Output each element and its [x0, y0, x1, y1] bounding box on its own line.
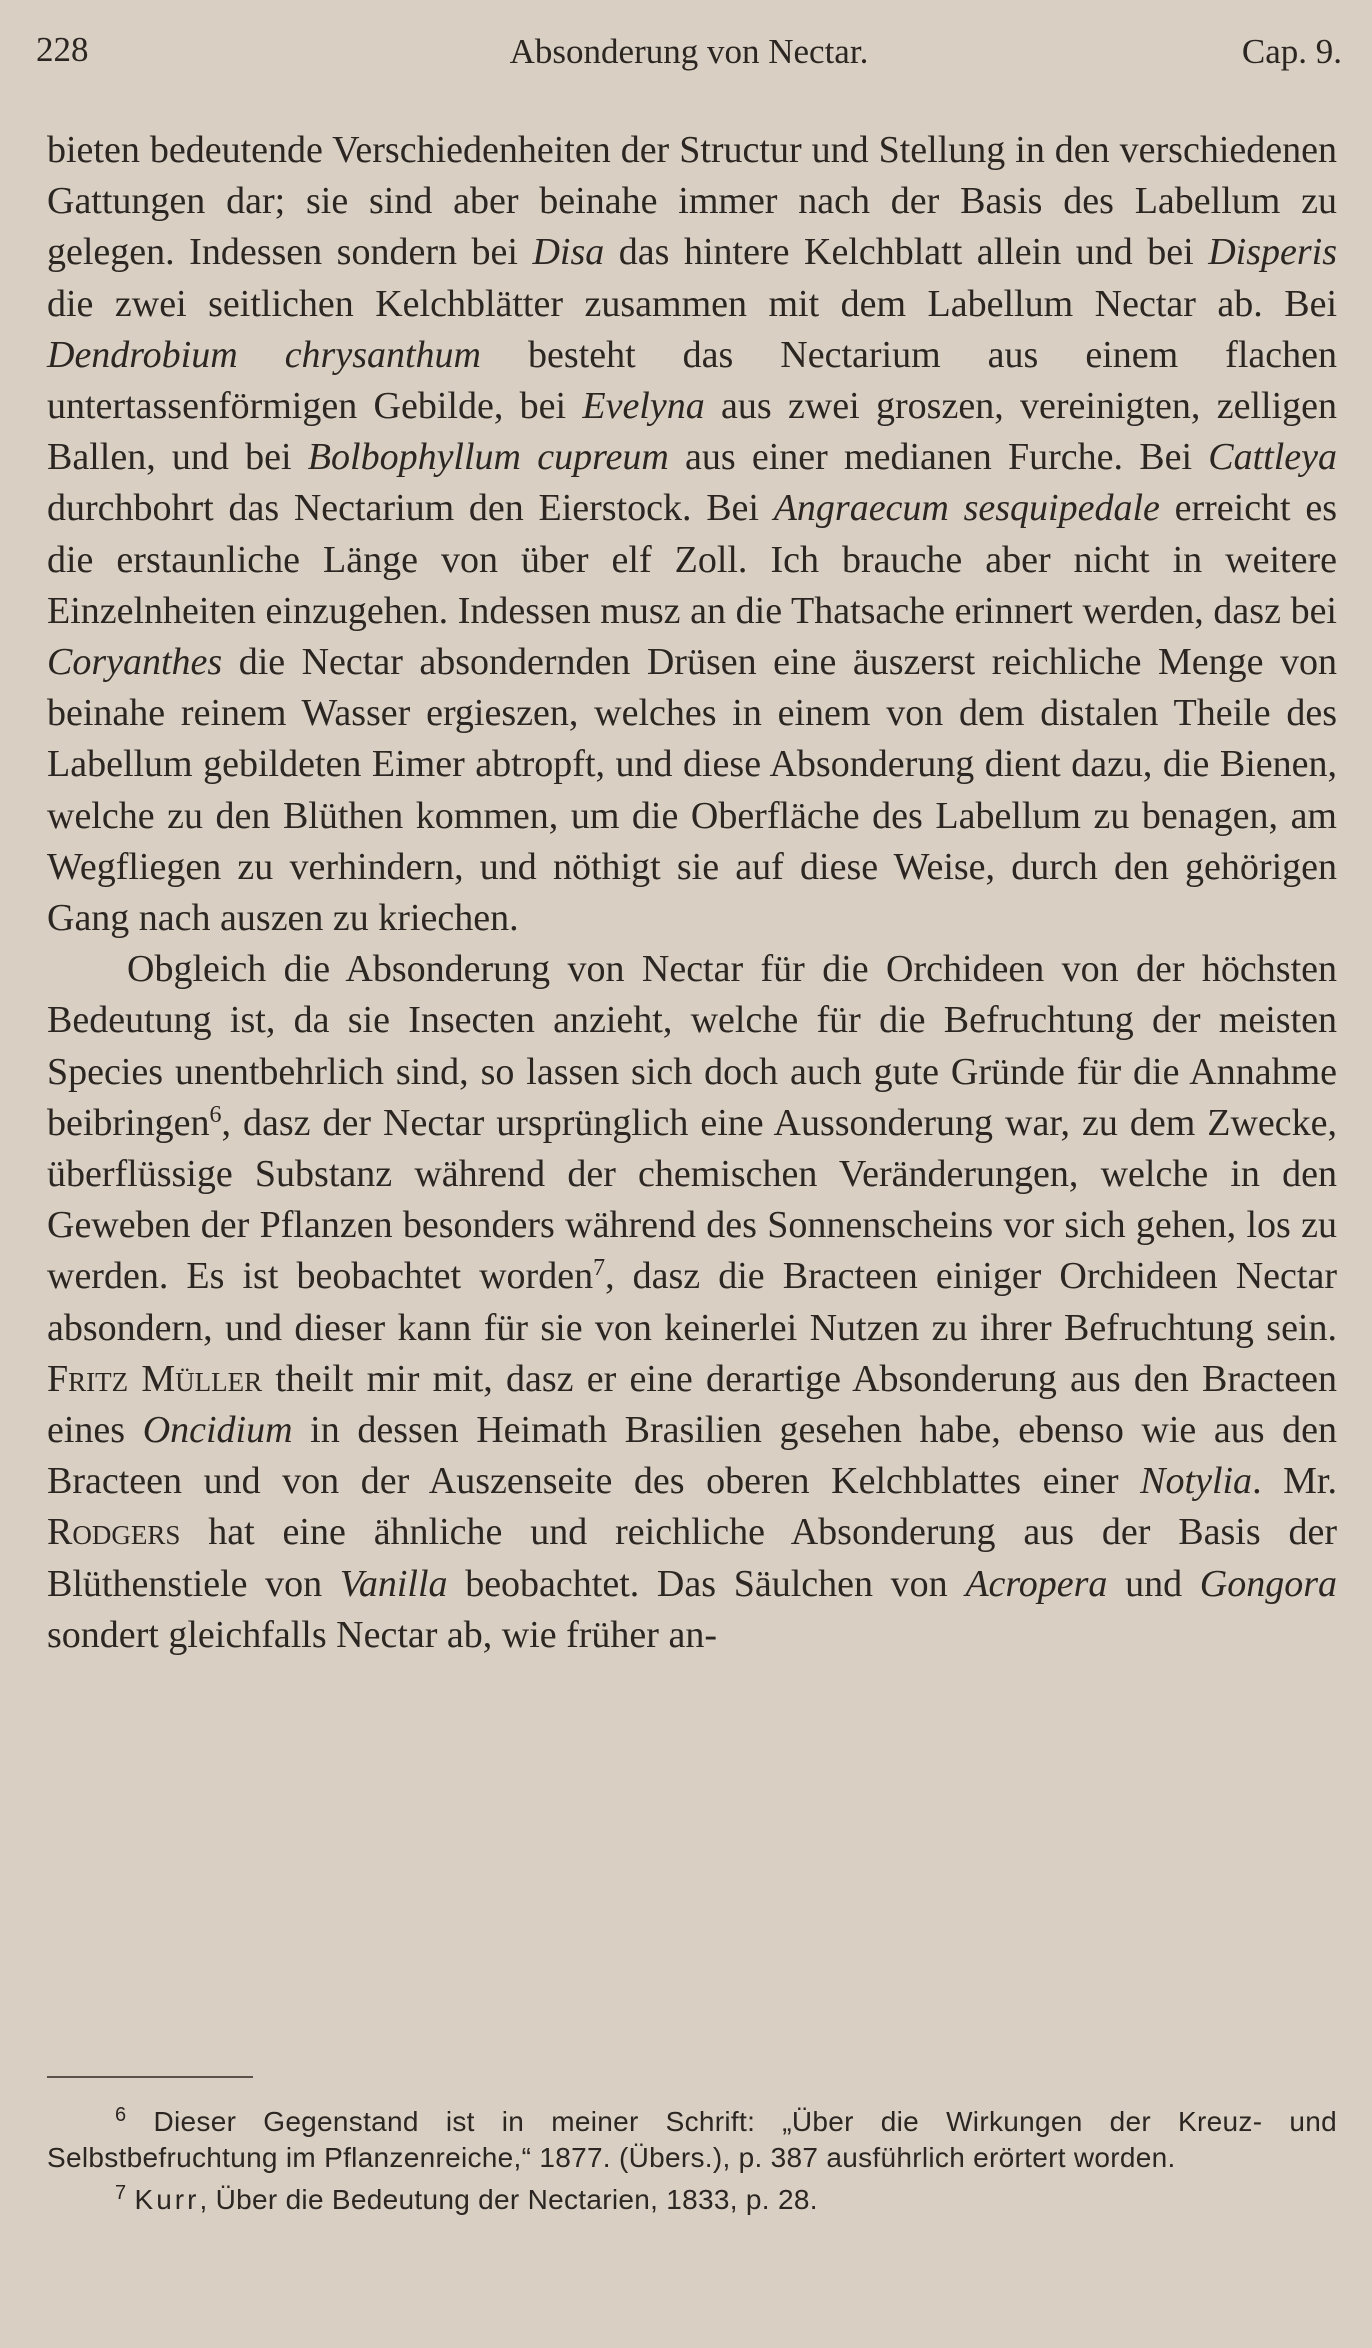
- genus-name: Acropera: [965, 1562, 1108, 1605]
- text-run: die Nectar absondernden Drüsen eine äuszerst reichliche Menge von beinahe reinem Wasser ergieszen, welches in einem von dem distalen Theile des Labellum gebildeten Eimer abtropft, und diese Absonderung dient dazu, die Bienen, welche zu den Blüthen kommen, um die Oberfläche des Labellum zu benagen, am Wegfliegen zu verhindern, und nöthigt sie auf diese Weise, durch den gehörigen Gang nach auszen zu kriechen.: [47, 641, 1337, 940]
- text-run: Obgleich die Absonderung von Nectar für die Orchideen von der höchsten Bedeutung ist, da sie Insecten anzieht, welche für die Befruchtung der meisten Species unentbehrlich sind, so lassen sich doch auch gute Gründe für die Annahme beibringen: [47, 948, 1337, 1144]
- page-number: 228: [36, 30, 89, 69]
- text-run: theilt mir mit, dasz er eine derartige Absonderung aus den Bracteen eines: [47, 1357, 1337, 1452]
- genus-name: Disa: [532, 231, 605, 274]
- footnotes: [47, 2104, 1337, 2218]
- footnote-6: [47, 2104, 1337, 2176]
- genus-name: Notylia: [1140, 1460, 1253, 1503]
- person-name: Rodgers: [47, 1511, 181, 1554]
- genus-name: Coryanthes: [47, 641, 223, 684]
- genus-name: Gongora: [1199, 1562, 1337, 1605]
- text-run: bieten bedeutende Verschiedenheiten der Structur und Stellung in den verschiedenen Gattungen dar; sie sind aber beinahe immer nach der Basis des Labellum zu gelegen. Indessen sondern bei: [47, 129, 1337, 274]
- running-header: [36, 30, 1342, 80]
- text-run: beobachtet. Das Säulchen von: [447, 1562, 966, 1605]
- text-run: . Mr.: [1252, 1460, 1337, 1503]
- paragraph-1: [47, 125, 1337, 944]
- footnote-number: 6: [115, 2104, 127, 2126]
- text-run: in dessen Heimath Brasilien gesehen habe, ebenso wie aus den Bracteen und von der Auszenseite des oberen Kelchblattes einer: [47, 1409, 1338, 1503]
- genus-name: Disperis: [1208, 231, 1337, 274]
- text-run: , dasz die Bracteen einiger Orchideen Nectar absondern, und dieser kann für sie von keinerlei Nutzen zu ihrer Befruchtung sein.: [47, 1255, 1337, 1349]
- text-run: , dasz der Nectar ursprünglich eine Aussonderung war, zu dem Zwecke, überflüssige Substanz während der chemischen Veränderungen, welche in den Geweben der Pflanzen besonders während des Sonnenscheins vor sich gehen, los zu werden. Es ist beobachtet worden: [47, 1101, 1337, 1298]
- genus-name: Vanilla: [339, 1562, 448, 1605]
- footnote-text: Dieser Gegenstand ist in meiner Schrift: „Über die Wirkungen der Kreuz- und Selbstbefruchtung im Pflanzenreiche,“ 1877. (Übers.), p. 387 ausführlich erörtert worden.: [47, 2106, 1337, 2173]
- genus-name: Cattleya: [1208, 436, 1337, 479]
- genus-name: Oncidium: [142, 1409, 293, 1452]
- person-name: Fritz Müller: [47, 1357, 263, 1400]
- paragraph-2: [47, 944, 1337, 1661]
- footnote-number: 7: [115, 2182, 127, 2204]
- text-run: und: [1107, 1562, 1200, 1605]
- text-run: durchbohrt das Nectarium den Eierstock. Bei: [47, 487, 774, 530]
- text-run: aus einer medianen Furche. Bei: [668, 436, 1209, 479]
- footnote-ref[interactable]: 6: [209, 1101, 222, 1128]
- text-run: erreicht es die erstaunliche Länge von über elf Zoll. Ich brauche aber nicht in weitere Einzelnheiten einzugehen. Indessen musz an die Thatsache erinnert werden, dasz bei: [47, 487, 1337, 632]
- footnote-7: [47, 2182, 1337, 2218]
- running-title: Absonderung von Nectar.: [509, 32, 869, 71]
- text-run: hat eine ähnliche und reichliche Absonderung aus der Basis der Blüthenstiele von: [47, 1511, 1337, 1605]
- species-name: Bolbophyllum cupreum: [307, 436, 669, 479]
- species-name: Dendrobium chrysanthum: [47, 333, 481, 376]
- chapter-label: Cap. 9.: [1241, 32, 1342, 71]
- body-text: [47, 125, 1337, 1661]
- text-run: besteht das Nectarium aus einem flachen untertassenförmigen Gebilde, bei: [47, 333, 1337, 428]
- text-run: aus zwei groszen, vereinigten, zelligen Ballen, und bei: [47, 385, 1337, 479]
- species-name: Angraecum sesquipedale: [773, 487, 1160, 530]
- footnote-divider: [47, 2076, 253, 2078]
- author-name: Kurr: [134, 2184, 200, 2215]
- text-run: das hintere Kelchblatt allein und bei: [604, 231, 1209, 274]
- genus-name: Evelyna: [582, 385, 705, 428]
- text-run: die zwei seitlichen Kelchblätter zusammen mit dem Labellum Nectar ab. Bei: [47, 282, 1337, 325]
- footnote-text: , Über die Bedeutung der Nectarien, 1833, p. 28.: [199, 2184, 818, 2215]
- text-run: sondert gleichfalls Nectar ab, wie früher an-: [47, 1613, 717, 1656]
- footnote-ref[interactable]: 7: [593, 1255, 606, 1282]
